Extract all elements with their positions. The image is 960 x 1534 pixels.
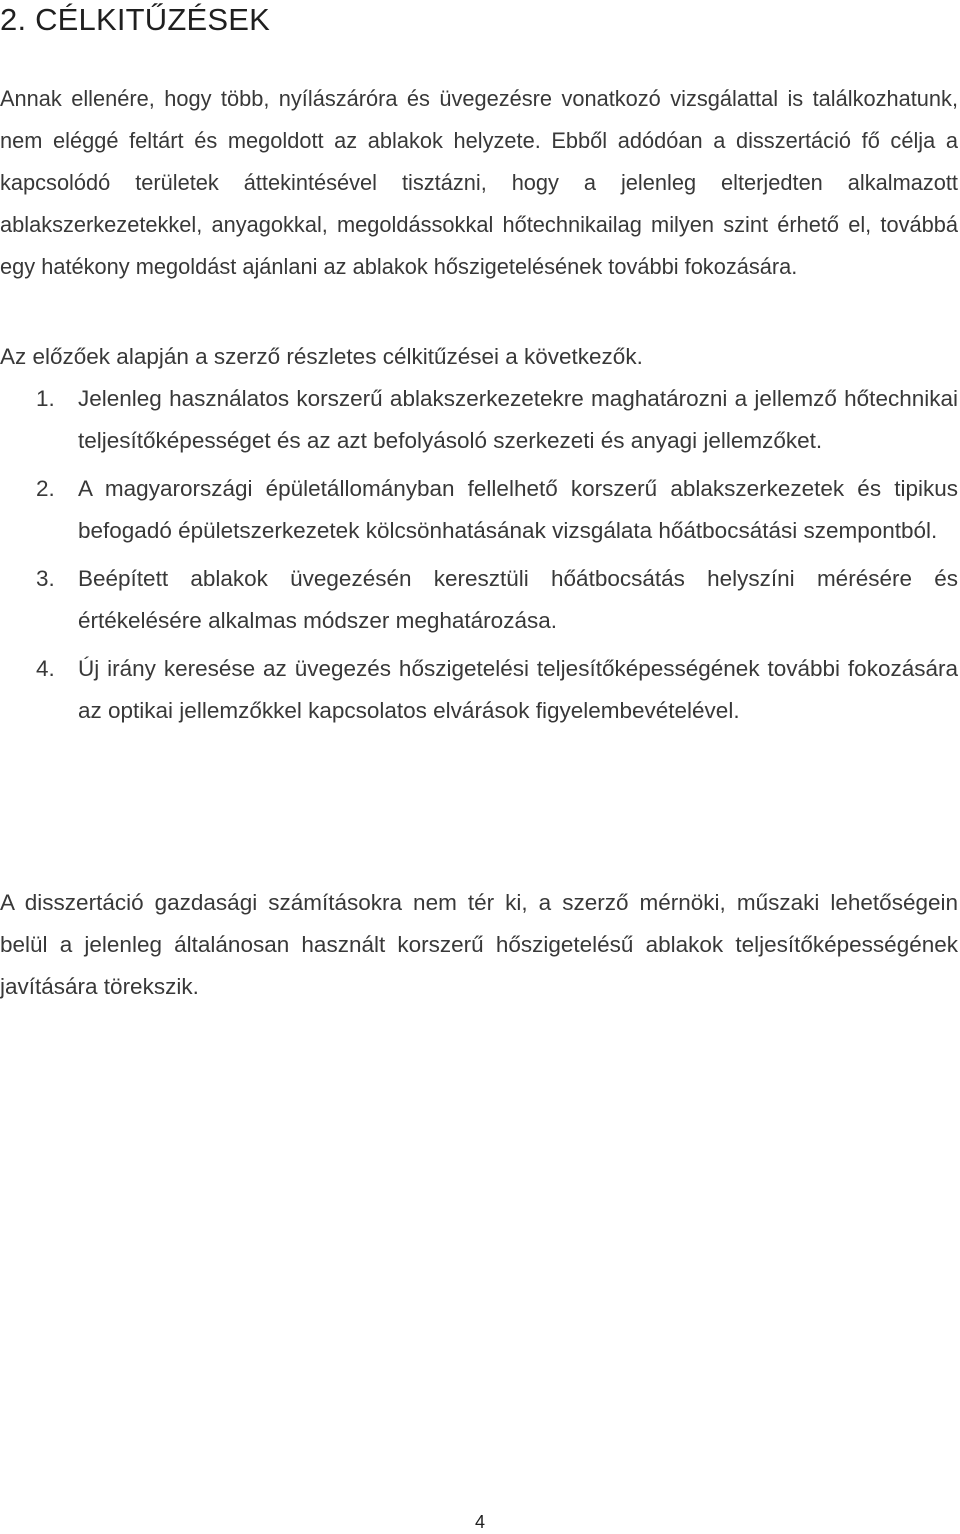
list-item-number: 1. (36, 386, 55, 411)
intro-paragraph: Annak ellenére, hogy több, nyílászáróra és üvegezésre vonatkozó vizsgálattal is találkozhatunk, nem eléggé feltárt és megoldott az ablakok helyzete. Ebből adódóan a disszertáció fő célja a kapcsolódó területek áttekintésével tisztázni, hogy a jelenleg elterjedten alkalmazott ablakszerkezetekkel, anyagokkal, megoldássokkal hőtechnikailag milyen szint érhető el, továbbá egy hatékony megoldást ajánlani az ablakok hőszigetelésének további fokozására. (0, 86, 958, 279)
list-item-number: 4. (36, 656, 55, 681)
list-item (0, 468, 958, 552)
goals-list (0, 378, 958, 738)
list-item (0, 648, 958, 732)
list-item (0, 558, 958, 642)
list-item-number: 3. (36, 566, 55, 591)
page-number: 4 (474, 1512, 485, 1532)
list-item-text: Új irány keresése az üvegezés hőszigetelési teljesítőképességének további fokozására az optikai jellemzőkkel kapcsolatos elvárások figyelembevételével. (78, 656, 958, 723)
goals-intro-paragraph: Az előzőek alapján a szerző részletes célkitűzései a következők. (0, 344, 643, 369)
list-item-number: 2. (36, 476, 55, 501)
list-item-text: Jelenleg használatos korszerű ablakszerkezetekre maghatározni a jellemző hőtechnikai teljesítőképességet és az azt befolyásoló szerkezeti és anyagi jellemzőket. (78, 386, 958, 453)
section-heading: 2. CÉLKITŰZÉSEK (0, 2, 271, 37)
list-item (0, 378, 958, 462)
list-item-text: Beépített ablakok üvegezésén keresztüli hőátbocsátás helyszíni mérésére és értékelésére alkalmas módszer meghatározása. (78, 566, 958, 633)
closing-paragraph: A disszertáció gazdasági számításokra nem tér ki, a szerző mérnöki, műszaki lehetőségein belül a jelenleg általánosan használt korszerű hőszigetelésű ablakok teljesítőképességének javítására törekszik. (0, 890, 958, 999)
list-item-text: A magyarországi épületállományban fellelhető korszerű ablakszerkezetek és tipikus befogadó épületszerkezetek kölcsönhatásának vizsgálata hőátbocsátási szempontból. (78, 476, 958, 543)
